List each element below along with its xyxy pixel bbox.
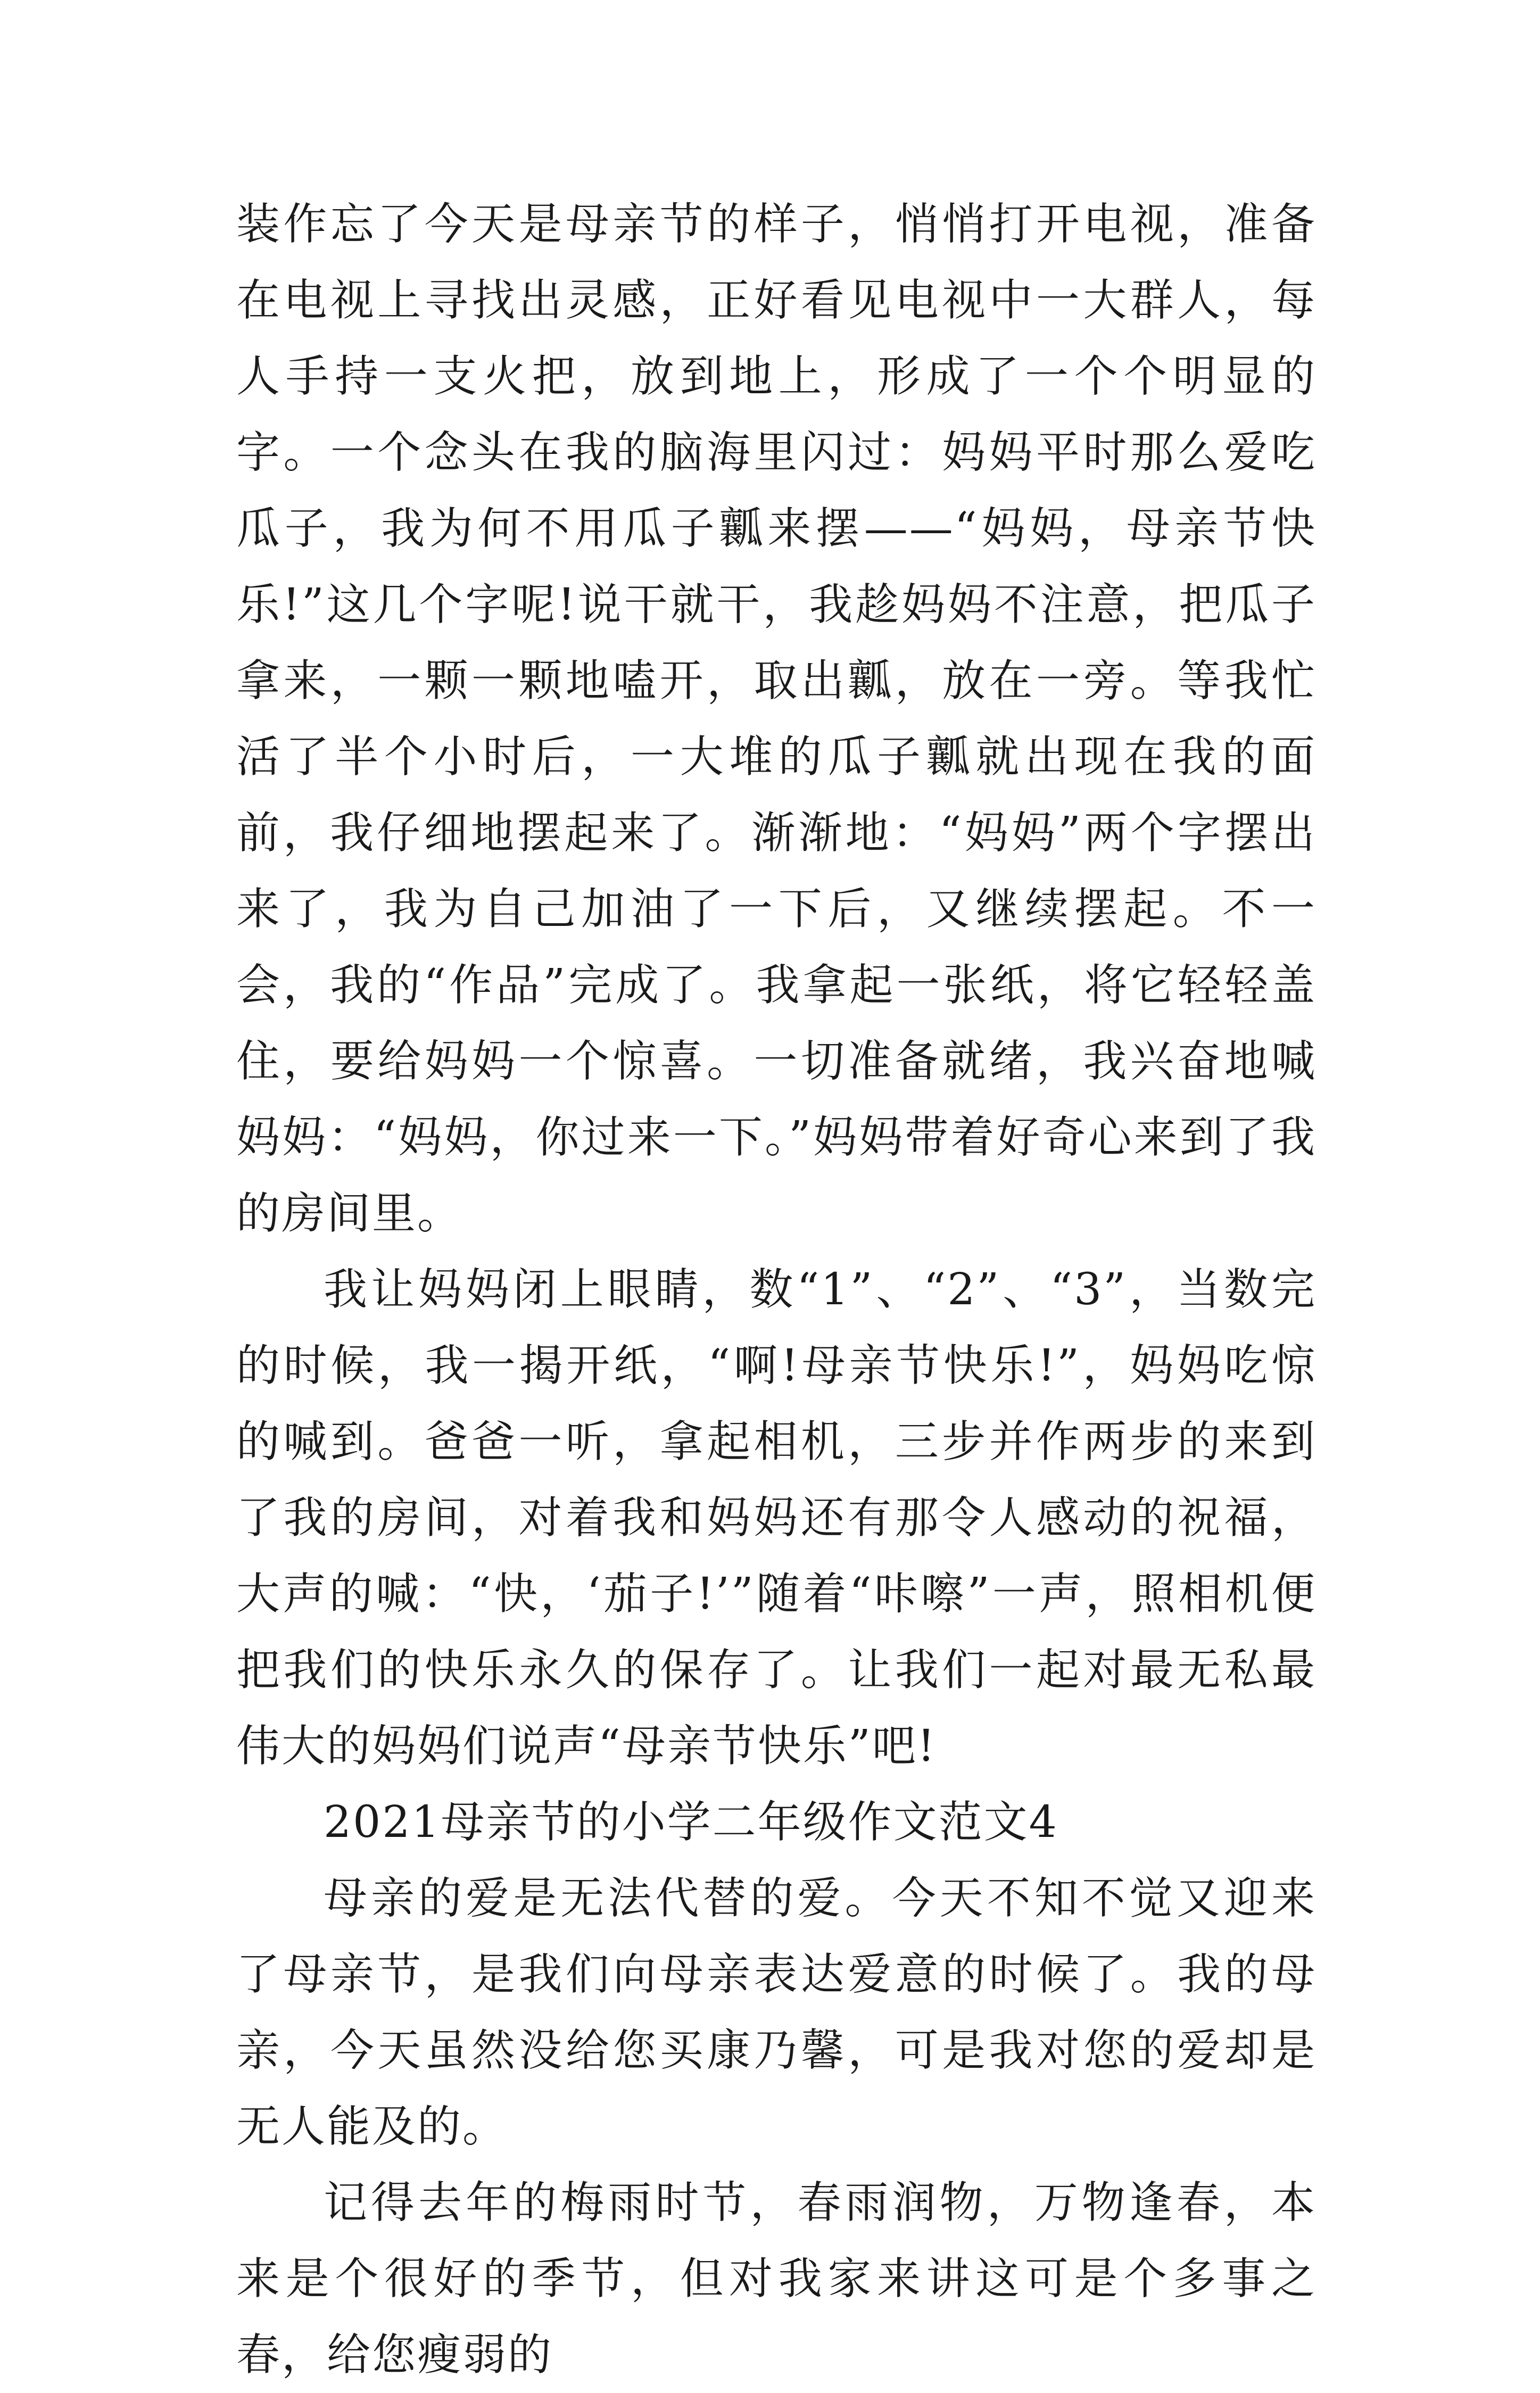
paragraph: 记得去年的梅雨时节，春雨润物，万物逢春，本来是个很好的季节，但对我家来讲这可是个多事之春，给您瘦弱的 [236,2177,1317,2380]
paragraph-continuation: 装作忘了今天是母亲节的样子，悄悄打开电视，准备在电视上寻找出灵感，正好看见电视中一大群人，每人手持一支火把，放到地上，形成了一个个明显的字。一个念头在我的脑海里闪过：妈妈平时那么爱吃瓜子，我为何不用瓜子瓤来摆——“妈妈，母亲节快乐!”这几个字呢!说干就干，我趁妈妈不注意，把瓜子拿来，一颗一颗地嗑开，取出瓤，放在一旁。等我忙活了半个小时后，一大堆的瓜子瓤就出现在我的面前，我仔细地摆起来了。渐渐地：“妈妈”两个字摆出来了，我为自己加油了一下后，又继续摆起。不一会，我的“作品”完成了。我拿起一张纸，将它轻轻盖住，要给妈妈一个惊喜。一切准备就绪，我兴奋地喊妈妈：“妈妈，你过来一下。”妈妈带着好奇心来到了我的房间里。 [236,199,1317,1239]
essay-body [236,186,1317,2393]
paragraph: 我让妈妈闭上眼睛，数“1”、“2”、“3”，当数完的时候，我一揭开纸，“啊!母亲节快乐!”，妈妈吃惊的喊到。爸爸一听，拿起相机，三步并作两步的来到了我的房间，对着我和妈妈还有那令人感动的祝福，大声的喊：“快，‘茄子!’”随着“咔嚓”一声，照相机便把我们的快乐永久的保存了。让我们一起对最无私最伟大的妈妈们说声“母亲节快乐”吧! [236,1264,1317,1771]
section-heading: 2021母亲节的小学二年级作文范文4 [324,1797,1058,1848]
paragraph: 母亲的爱是无法代替的爱。今天不知不觉又迎来了母亲节，是我们向母亲表达爱意的时候了。我的母亲，今天虽然没给您买康乃馨，可是我对您的爱却是无人能及的。 [236,1873,1317,2152]
